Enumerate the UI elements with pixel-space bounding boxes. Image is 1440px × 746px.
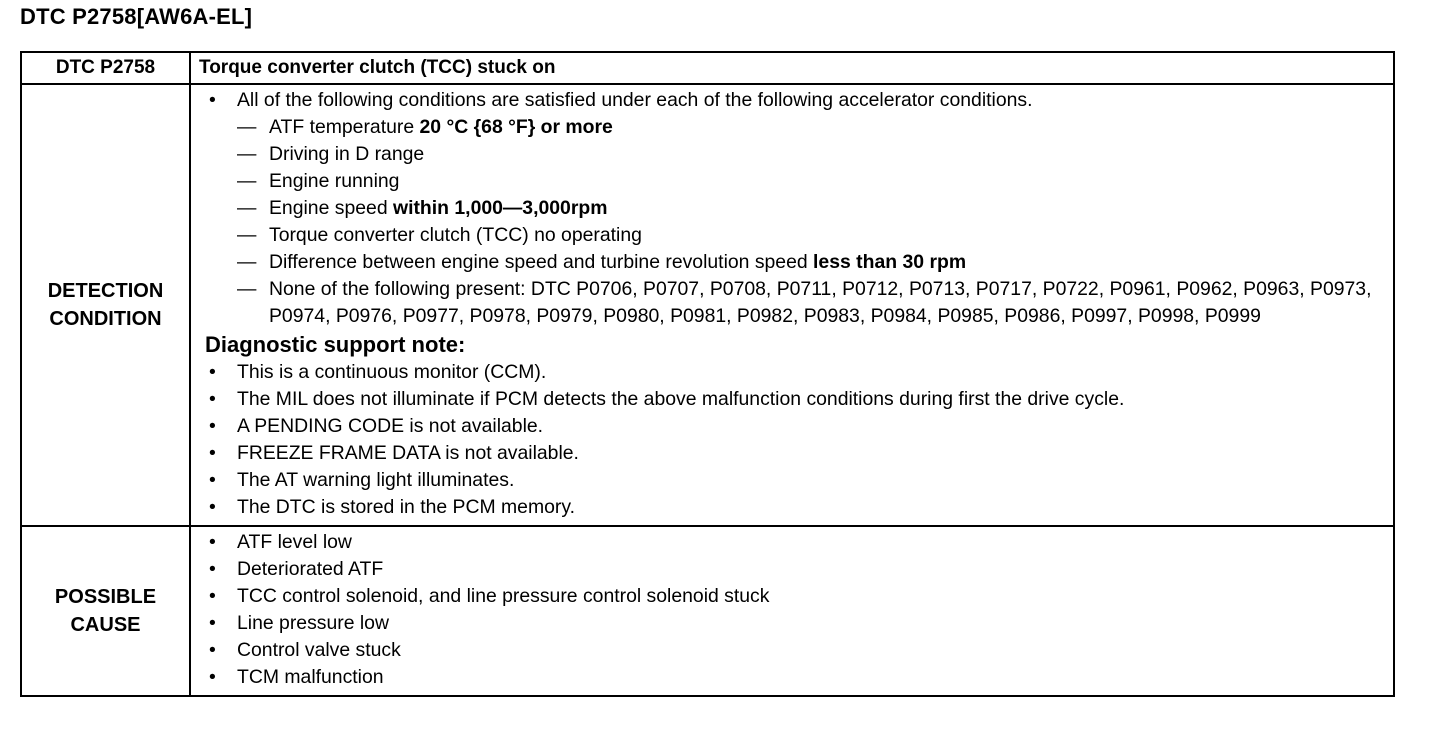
diagnostic-note-list bbox=[207, 359, 1393, 521]
cause-label-cell bbox=[21, 526, 190, 696]
note-item: • This is a continuous monitor (CCM). bbox=[207, 359, 1393, 386]
condition-item: — ATF temperature 20 °C {68 °F} or more bbox=[237, 114, 1393, 141]
cause-item: • Control valve stuck bbox=[207, 637, 1393, 664]
cause-label-line1: POSSIBLE bbox=[54, 586, 157, 608]
note-item: • The DTC is stored in the PCM memory. bbox=[207, 494, 1393, 521]
condition-list bbox=[207, 114, 1393, 330]
cause-content-cell bbox=[190, 526, 1394, 696]
cause-list bbox=[207, 529, 1393, 691]
cause-row bbox=[21, 526, 1394, 696]
cause-item: • ATF level low bbox=[207, 529, 1393, 556]
dtc-description-cell: Torque converter clutch (TCC) stuck on bbox=[190, 52, 1394, 84]
note-item: • A PENDING CODE is not available. bbox=[207, 413, 1393, 440]
note-item: • The AT warning light illuminates. bbox=[207, 467, 1393, 494]
condition-item: — Engine speed within 1,000—3,000rpm bbox=[237, 195, 1393, 222]
detection-content-cell bbox=[190, 84, 1394, 526]
cause-item: • Line pressure low bbox=[207, 610, 1393, 637]
detection-label-line2: CONDITION bbox=[49, 308, 162, 330]
cause-label-line2: CAUSE bbox=[70, 614, 141, 636]
condition-item: — Torque converter clutch (TCC) no operating bbox=[237, 222, 1393, 249]
condition-item: — None of the following present: DTC P0706, P0707, P0708, P0711, P0712, P0713, P0717, P0722, P0961, P0962, P0963, P0973, P0974, P0976, P0977, P0978, P0979, P0980, P0981, P0982, P0983, P0984, P0985, P0986, P0997, P0998, P0999 bbox=[237, 276, 1393, 330]
dtc-code-cell: DTC P2758 bbox=[21, 52, 190, 84]
cause-item: • Deteriorated ATF bbox=[207, 556, 1393, 583]
cause-item: • TCC control solenoid, and line pressure control solenoid stuck bbox=[207, 583, 1393, 610]
note-item: • FREEZE FRAME DATA is not available. bbox=[207, 440, 1393, 467]
note-item: • The MIL does not illuminate if PCM detects the above malfunction conditions during first the drive cycle. bbox=[207, 386, 1393, 413]
dtc-table bbox=[20, 51, 1395, 697]
detection-row bbox=[21, 84, 1394, 526]
diagnostic-note-heading: Diagnostic support note: bbox=[205, 332, 466, 357]
condition-item: — Driving in D range bbox=[237, 141, 1393, 168]
condition-item: — Difference between engine speed and turbine revolution speed less than 30 rpm bbox=[237, 249, 1393, 276]
detection-intro: • All of the following conditions are satisfied under each of the following accelerator conditions. bbox=[207, 87, 1393, 114]
header-row bbox=[21, 52, 1394, 84]
cause-item: • TCM malfunction bbox=[207, 664, 1393, 691]
detection-intro-list bbox=[207, 87, 1393, 114]
detection-label-line1: DETECTION bbox=[47, 280, 164, 302]
detection-label-cell bbox=[21, 84, 190, 526]
condition-item: — Engine running bbox=[237, 168, 1393, 195]
page-title: DTC P2758[AW6A-EL] bbox=[20, 4, 253, 29]
